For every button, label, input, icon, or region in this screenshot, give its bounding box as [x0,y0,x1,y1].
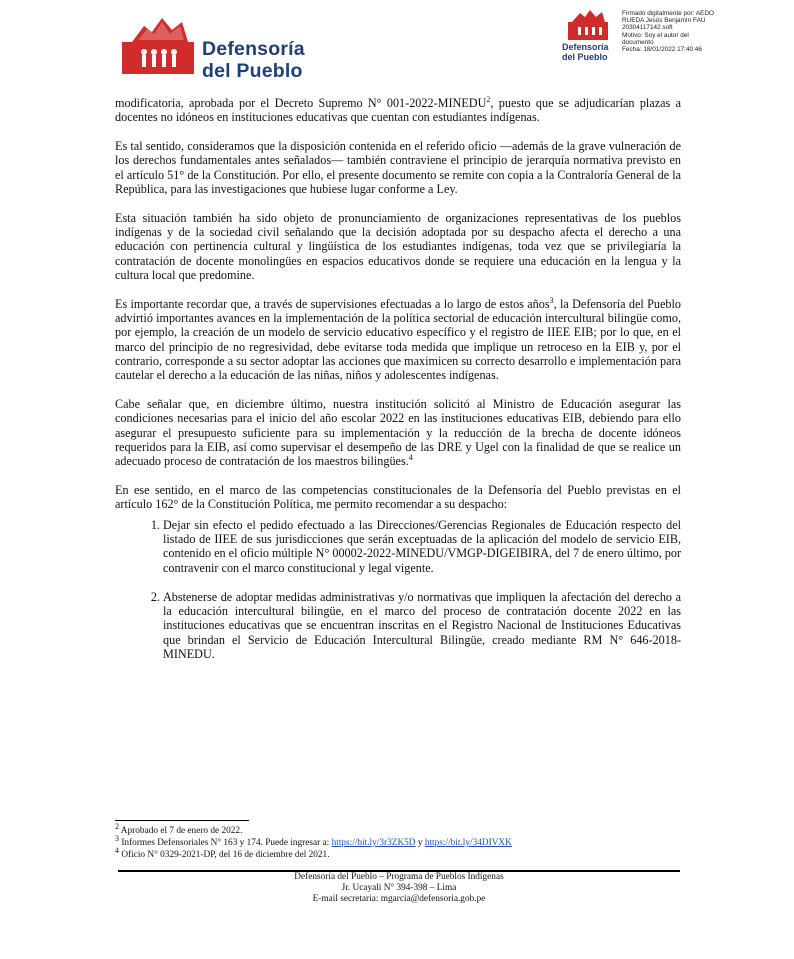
footnotes [115,821,715,861]
signature-line: documento [622,38,654,46]
paragraph-1-tail: , puesto que se adjudicarían plazas a docentes no idóneos en instituciones educativas que cuentan con estudiantes indígenas. [115,96,681,125]
logo-line-1: Defensoría [202,38,305,60]
footnote-separator [115,820,249,821]
footnote-text: Aprobado el 7 de enero de 2022. [119,826,243,836]
footnote-ref-2: 2 [486,94,491,104]
defensoria-logo [122,12,322,82]
footnote-link-2[interactable]: https://bit.ly/34DIVXK [424,837,512,848]
footer-line-2: Jr. Ucayali N° 394-398 – Lima [341,883,457,894]
paragraph-1-text: modificatoria, aprobada por el Decreto Supremo N° 001-2022-MINEDU [115,96,487,110]
paragraph-2: Es tal sentido, consideramos que la disposición contenida en el referido oficio —además de la grave vulneración de los derechos fundamentales antes señalados— también contraviene el principio de jerarquía normativa previsto en el artículo 51° de la Constitución. Por ello, el presente documento se remite con copia a la Contraloría General de la República, para las investigaciones que hubiese lugar conforme a Ley. [115,139,681,196]
stamp-logo-line-2: del Pueblo [562,52,608,62]
logo-line-2: del Pueblo [202,60,303,82]
recommendation-item: 2. Abstenerse de adoptar medidas administrativas y/o normativas que impliquen la afectación del derecho a la educación intercultural bilingüe, en el marco del proceso de contratación docente 2022 en las instituciones educativas que se encuentran inscritas en el Registro Nacional de Instituciones Educativas que brindan el Servicio de Educación Intercultural Bilingüe, creado mediante RM N° 646-2018-MINEDU. [163,590,681,661]
footnote-3 [115,833,715,850]
footnote-text: Informes Defensoriales N° 163 y 174. Puede ingresar a: [119,837,332,848]
paragraph-3: Esta situación también ha sido objeto de pronunciamiento de organizaciones representativas de los pueblos indígenas y de la sociedad civil señalando que la decisión adoptada por su despacho afecta el derecho a una educación con pertinencia cultural y lingüística de los estudiantes indígenas, toda vez que se privilegiaría la contratación de docente monolingües en espacios educativos donde se requiere una educación en la lengua y la cultura local que predomine. [115,210,681,282]
paragraph-4 [115,297,681,383]
footnote-link-1[interactable]: https://bit.ly/3r3ZK5D [331,837,416,848]
stamp-logo-line-1: Defensoría [562,42,609,52]
signature-details [622,10,740,53]
logo-wordmark [202,38,305,82]
signature-line: RUEDA Jesús Benjamín FAU [622,17,706,25]
page-footer [118,872,680,906]
footnote-number: 2 [115,821,119,831]
footnote-text: Oficio N° 0329-2021-DP, del 16 de diciembre del 2021. [119,849,330,860]
paragraph-1 [115,96,681,125]
footnote-text: y [415,837,425,848]
signature-line: Fecha: 18/01/2022 17:40:46 [622,46,702,54]
signature-line: Motivo: Soy el autor del [622,31,689,39]
footnote-number: 4 [115,845,119,855]
footer-line-3: E-mail secretaria: mgarcia@defensoria.gob.pe [312,894,486,905]
paragraph-4-tail: , la Defensoría del Pueblo advirtió importantes avances en la implementación de la política sectorial de educación intercultural bilingüe como, por ejemplo, la creación de un modelo de servicio educativo específico y el registro de IIEE EIB; por lo que, en el marco del principio de no regresividad, debe evitarse toda medida que implique un retroceso en la EIB y, por el contrario, corresponde a su sector adoptar las acciones que maximicen su correcto desarrollo e implementación para cautelar el derecho a la educación de las niñas, niños y adolescentes indígenas. [115,296,681,383]
footnote-number: 3 [115,833,119,843]
paragraph-5-text: Cabe señalar que, en diciembre último, nuestra institución solicitó al Ministro de Educación asegurar las condiciones necesarias para el inicio del año escolar 2022 en las instituciones educativas EIB, debiendo para ello asegurar el presupuesto suficiente para su implementación y la reducción de la brecha de docente idóneos requeridos para la EIB, así como supervisar el desempeño de las DRE y Ugel con la finalidad de que se realice un adecuado proceso de contratación de los maestros bilingües. [115,397,681,469]
footnote-4 [115,845,715,862]
stamp-emblem-icon [568,8,608,40]
footer-line-1: Defensoría del Pueblo – Programa de Pueblos Indígenas [294,872,504,882]
logo-emblem-icon [122,12,194,74]
footnote-ref-3: 3 [549,295,554,305]
letter-body [115,96,681,676]
recommendation-item: 1. Dejar sin efecto el pedido efectuado a las Direcciones/Gerencias Regionales de Educación respecto del listado de IIEE de sus jurisdicciones que serán exceptuadas de la aplicación del modelo de servicio EIB, contenido en el oficio múltiple N° 00002-2022-MINEDU/VMGP-DIGEIBIRA, del 7 de enero último, por contravenir con el marco constitucional y legal vigente. [163,518,681,575]
recommendations-list [115,518,681,662]
paragraph-6: En ese sentido, en el marco de las competencias constitucionales de la Defensoría del Pueblo previstas en el artículo 162° de la Constitución Política, me permito recomendar a su despacho: [115,483,681,512]
signature-line: Firmado digitalmente por: AEDO [622,10,714,17]
paragraph-4-text: Es importante recordar que, a través de supervisiones efectuadas a lo largo de estos años [115,296,550,311]
digital-signature-stamp [560,8,740,60]
signature-line: 20304117142 soft [622,24,673,32]
footnote-2 [115,821,715,838]
footnote-ref-4: 4 [408,453,413,463]
paragraph-5 [115,397,681,468]
stamp-wordmark [562,42,609,62]
